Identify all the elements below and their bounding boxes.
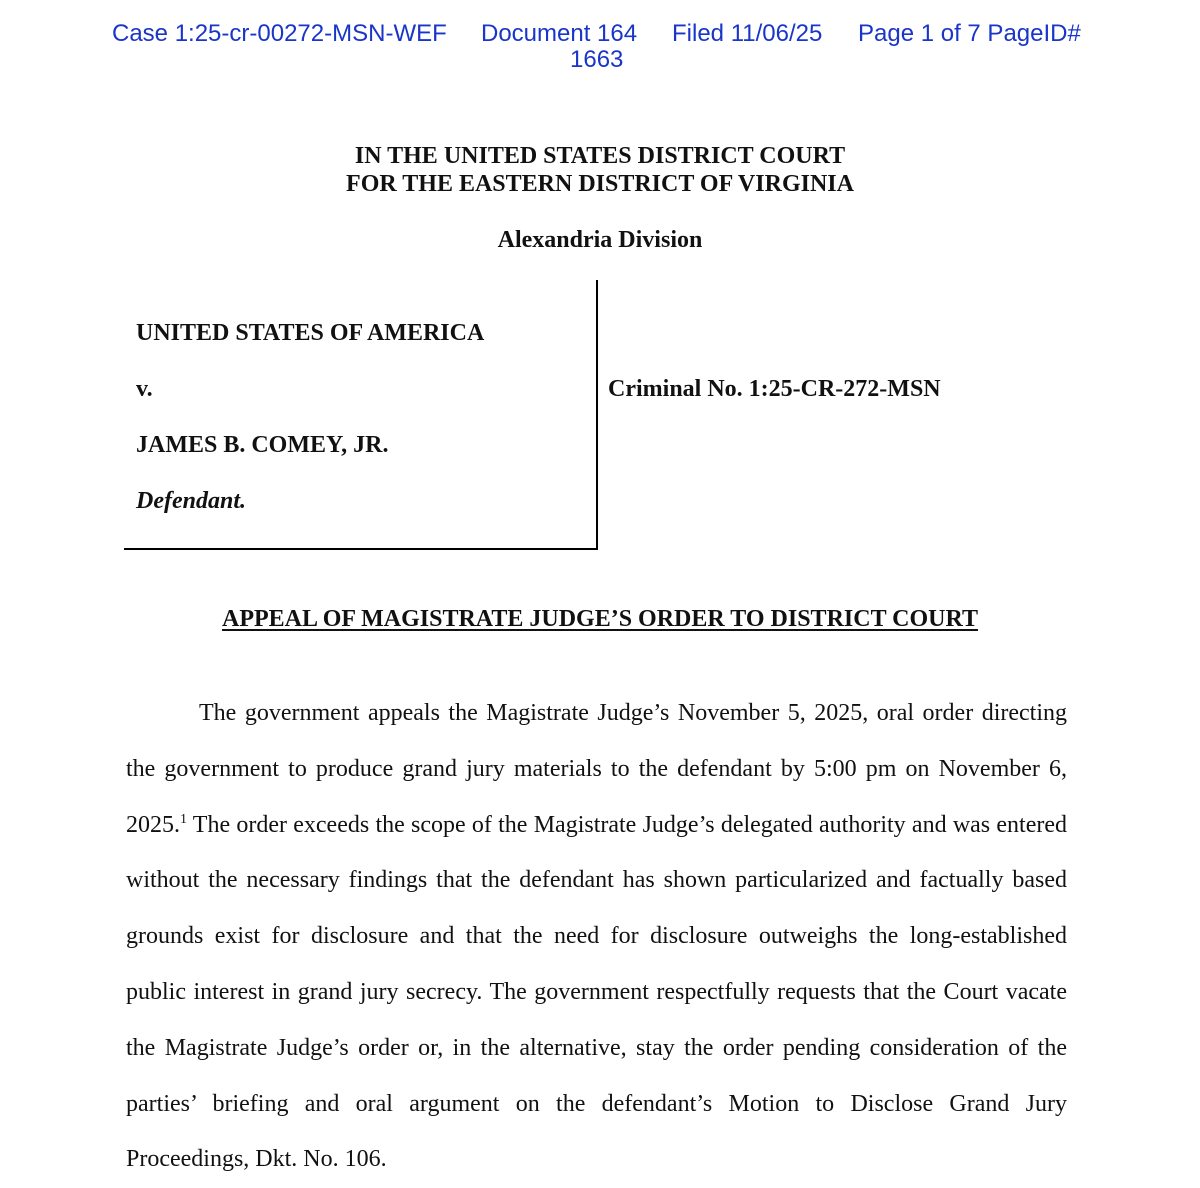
ecf-filed-date: Filed 11/06/25 bbox=[672, 20, 823, 47]
ecf-page-info: Page 1 of 7 PageID# bbox=[858, 20, 1081, 47]
versus-label: v. bbox=[136, 376, 153, 402]
body-text-part1: The government appeals the Magistrate Judge’s November 5, 2025, oral order directing the government to produce grand jury materials to the defendant by 5:00 pm on November 6, 2025. bbox=[126, 700, 1067, 838]
body-text-part2: The order exceeds the scope of the Magistrate Judge’s delegated authority and was entered without the necessary findings that the defendant has shown particularized and factually based grounds exist for disclosure and that the need for disclosure outweighs the long-established public interest in grand jury secrecy. The government respectfully requests that the Court vacate the Magistrate Judge’s order or, in the alternative, stay the order pending consideration of the parties’ briefing and oral argument on the defendant’s Motion to Disclose Grand Jury Proceedings, Dkt. No. 106. bbox=[126, 811, 1067, 1173]
defendant-label: Defendant. bbox=[136, 488, 246, 514]
court-name-line1: IN THE UNITED STATES DISTRICT COURT bbox=[354, 143, 846, 169]
ecf-case-number: Case 1:25-cr-00272-MSN-WEF bbox=[112, 20, 447, 47]
document-title: APPEAL OF MAGISTRATE JUDGE’S ORDER TO DISTRICT COURT bbox=[222, 606, 978, 632]
court-division: Alexandria Division bbox=[497, 227, 703, 253]
defendant-name: JAMES B. COMEY, JR. bbox=[136, 432, 389, 458]
body-paragraph bbox=[126, 686, 1067, 1188]
plaintiff-name: UNITED STATES OF AMERICA bbox=[136, 320, 485, 346]
ecf-page-id: 1663 bbox=[570, 46, 624, 73]
ecf-document-number: Document 164 bbox=[481, 20, 638, 47]
court-name-line2: FOR THE EASTERN DISTRICT OF VIRGINIA bbox=[346, 171, 854, 197]
footnote-marker[interactable]: 1 bbox=[180, 811, 187, 827]
criminal-case-number: Criminal No. 1:25-CR-272-MSN bbox=[608, 376, 941, 402]
